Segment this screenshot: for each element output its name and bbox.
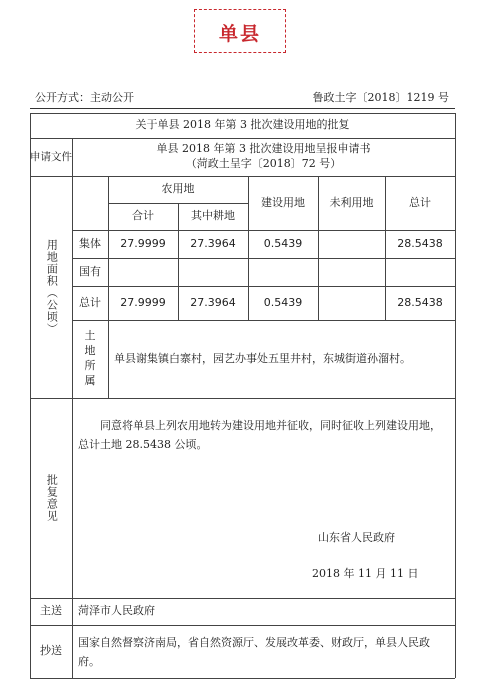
issuing-authority: 山东省人民政府 xyxy=(318,531,395,544)
main-recipient: 菏泽市人民政府 xyxy=(78,604,155,618)
row-line xyxy=(30,398,455,399)
state-unused xyxy=(318,258,385,286)
header-unused-land: 未利用地 xyxy=(329,195,374,209)
collective-construction: 0.5439 xyxy=(263,236,303,250)
header-total: 总计 xyxy=(409,195,431,209)
header-agricultural-land: 农用地 xyxy=(161,182,195,196)
application-file-title: 单县 2018 年第 3 批次建设用地呈报申请书 xyxy=(156,142,371,156)
approval-label: 批复意见 xyxy=(45,474,59,522)
header-rule xyxy=(30,108,455,109)
state-total xyxy=(385,258,455,286)
header-farmland: 其中耕地 xyxy=(191,209,235,223)
document-number: 鲁政土字〔2018〕1219 号 xyxy=(312,91,449,104)
state-construction xyxy=(248,258,318,286)
col-line xyxy=(72,138,73,678)
header-subtotal: 合计 xyxy=(132,209,154,223)
approval-opinion-text: 同意将单县上列农用地转为建设用地并征收，同时征收上列建设用地，总计土地 28.5438 公顷。 xyxy=(78,419,441,451)
land-ownership-villages: 单县谢集镇白寨村，园艺办事处五里井村，东城街道孙溜村。 xyxy=(114,351,411,365)
cc-label: 抄送 xyxy=(40,644,62,658)
header-construction-land: 建设用地 xyxy=(261,195,305,209)
collective-farmland: 27.3964 xyxy=(190,236,236,250)
issue-date: 2018 年 11 月 11 日 xyxy=(312,567,419,580)
document-title: 关于单县 2018 年第 3 批次建设用地的批复 xyxy=(135,118,350,132)
main-recipient-label: 主送 xyxy=(40,604,62,618)
grand-farmland: 27.3964 xyxy=(190,295,236,309)
state-farmland xyxy=(178,258,248,286)
row-label-grand-total: 总计 xyxy=(79,295,101,309)
collective-total: 28.5438 xyxy=(397,236,443,250)
application-label: 申请文件 xyxy=(30,150,72,163)
application-file xyxy=(72,138,455,176)
collective-subtotal: 27.9999 xyxy=(120,236,166,250)
state-subtotal xyxy=(108,258,178,286)
table-border-bottom xyxy=(30,678,455,679)
area-section-label: 用地面积（公顷） xyxy=(45,239,59,335)
grand-construction: 0.5439 xyxy=(263,295,303,309)
grand-subtotal: 27.9999 xyxy=(120,295,166,309)
row-label-state-owned: 国有 xyxy=(79,264,101,278)
grand-total: 28.5438 xyxy=(397,295,443,309)
land-ownership-label: 土地所属 xyxy=(84,329,96,387)
collective-unused xyxy=(318,230,385,258)
county-stamp xyxy=(194,9,286,53)
grand-unused xyxy=(318,286,385,320)
application-file-number: （菏政土呈字〔2018〕72 号） xyxy=(185,157,342,170)
row-label-collective: 集体 xyxy=(79,236,101,250)
cc-recipients: 国家自然督察济南局，省自然资源厅、发展改革委、财政厅，单县人民政府。 xyxy=(78,635,430,668)
disclosure-method: 公开方式：主动公开 xyxy=(35,91,134,104)
stamp-text: 单县 xyxy=(218,23,261,45)
table-border-right xyxy=(455,113,456,678)
